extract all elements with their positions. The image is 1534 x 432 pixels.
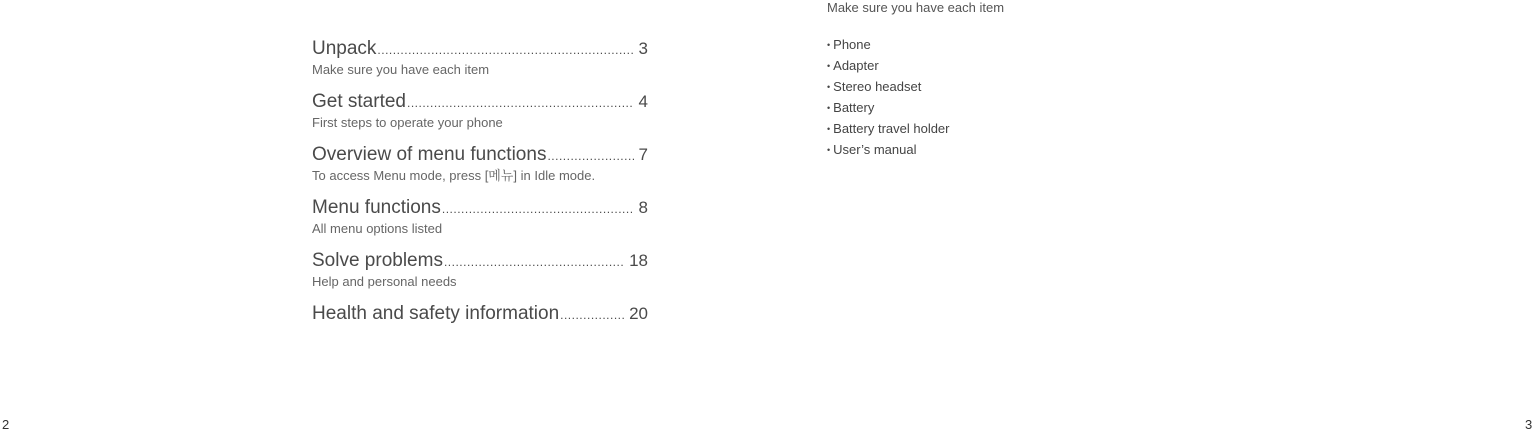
toc-subtitle: All menu options listed xyxy=(312,221,443,236)
toc-title: Health and safety information xyxy=(312,303,560,324)
toc-title: Solve problems xyxy=(312,250,443,271)
toc-subtitle: First steps to operate your phone xyxy=(312,115,503,130)
unpack-heading: Make sure you have each item xyxy=(827,0,1005,15)
toc-page-number: 7 xyxy=(638,145,648,164)
table-of-contents xyxy=(312,38,648,356)
toc-row xyxy=(312,144,648,167)
list-item-label: User’s manual xyxy=(833,142,917,157)
toc-title: Menu functions xyxy=(312,197,441,218)
toc-entry-unpack[interactable] xyxy=(312,38,648,91)
toc-page-number: 8 xyxy=(638,198,648,217)
toc-entry-solve-problems[interactable] xyxy=(312,250,648,303)
toc-page-number: 4 xyxy=(638,92,648,111)
bullet-icon: • xyxy=(827,82,831,92)
list-item xyxy=(827,35,1147,56)
toc-entry-overview-of-menu-functions[interactable] xyxy=(312,144,648,197)
toc-page-number: 3 xyxy=(638,39,648,58)
list-item-label: Adapter xyxy=(833,58,879,73)
list-item xyxy=(827,77,1147,98)
toc-subtitle: Help and personal needs xyxy=(312,274,457,289)
unpack-item-list xyxy=(827,35,1147,161)
bullet-icon: • xyxy=(827,61,831,71)
list-item xyxy=(827,140,1147,161)
page-number-left: 2 xyxy=(2,417,10,432)
toc-row xyxy=(312,250,648,273)
toc-page-number: 20 xyxy=(629,304,648,323)
toc-page-number: 18 xyxy=(629,251,648,270)
toc-leader-dots xyxy=(444,251,624,273)
list-item-label: Battery xyxy=(833,100,875,115)
unpack-section xyxy=(827,0,1147,161)
list-item-label: Battery travel holder xyxy=(833,121,950,136)
toc-subtitle: To access Menu mode, press [메뉴] in Idle mode. xyxy=(312,168,596,183)
toc-row xyxy=(312,91,648,114)
bullet-icon: • xyxy=(827,103,831,113)
toc-title: Get started xyxy=(312,91,406,112)
toc-leader-dots xyxy=(377,39,633,61)
list-item xyxy=(827,56,1147,77)
toc-subtitle: Make sure you have each item xyxy=(312,62,490,77)
toc-row xyxy=(312,197,648,220)
toc-row xyxy=(312,303,648,326)
page-number-right: 3 xyxy=(1525,417,1533,432)
toc-leader-dots xyxy=(560,304,624,326)
toc-leader-dots xyxy=(407,92,634,114)
toc-entry-health-and-safety[interactable] xyxy=(312,303,648,356)
list-item xyxy=(827,98,1147,119)
toc-title: Overview of menu functions xyxy=(312,144,547,165)
list-item-label: Stereo headset xyxy=(833,79,922,94)
toc-entry-menu-functions[interactable] xyxy=(312,197,648,250)
toc-title: Unpack xyxy=(312,38,377,59)
toc-leader-dots xyxy=(547,145,633,167)
bullet-icon: • xyxy=(827,124,831,134)
bullet-icon: • xyxy=(827,145,831,155)
list-item-label: Phone xyxy=(833,37,871,52)
toc-entry-get-started[interactable] xyxy=(312,91,648,144)
list-item xyxy=(827,119,1147,140)
toc-leader-dots xyxy=(442,198,634,220)
bullet-icon: • xyxy=(827,40,831,50)
toc-row xyxy=(312,38,648,61)
